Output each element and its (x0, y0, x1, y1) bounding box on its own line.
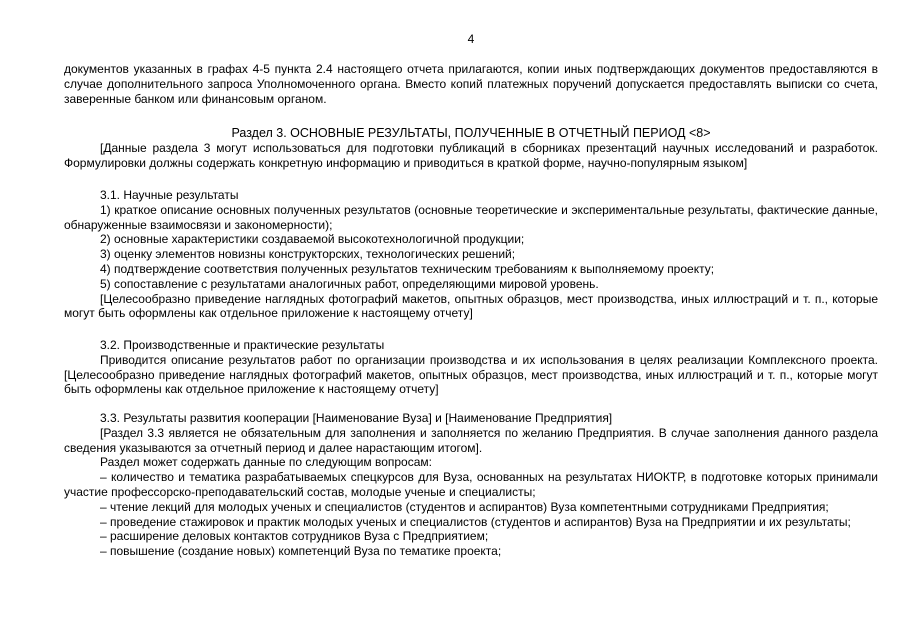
subsection-intro: Раздел может содержать данные по следующим вопросам: (100, 455, 432, 470)
subsection-text: Приводится описание результатов работ по организации производства и их использования в целях реализации Комплексного проекта. [Целесообразно приведение наглядных фотографий макетов, опытных образцов, мест производства, иных иллюстраций и т. п., которые могут быть оформлены как отдельное приложение к настоящему отчету] (64, 352, 878, 397)
subsection-3-1 (64, 188, 878, 321)
subsection-note: [Целесообразно приведение наглядных фотографий макетов, опытных образцов, мест производства, иных иллюстраций и т. п., которые могут быть оформлены как отдельное приложение к настоящему отчету] (64, 291, 878, 321)
subsection-3-3 (64, 411, 878, 559)
subsection-heading: 3.2. Производственные и практические результаты (100, 338, 385, 352)
list-item: – количество и тематика разрабатываемых спецкурсов для Вуза, основанных на результатах НИОКТР, в подготовке которых принимали участие профессорско-преподавательский состав, молодые ученые и специалисты; (64, 470, 878, 499)
list-item: 3) оценку элементов новизны конструкторских, технологических решений; (100, 247, 516, 262)
list-item: 5) сопоставление с результатами аналогичных работ, определяющими мировой уровень. (100, 276, 599, 291)
list-item: 4) подтверждение соответствия полученных результатов техническим требованиям к выполняемому проекту; (100, 261, 715, 276)
list-item: – расширение деловых контактов сотрудников Вуза с Предприятием; (100, 529, 489, 544)
page-number: 4 (467, 32, 475, 46)
section-3 (64, 126, 878, 170)
list-item: – проведение стажировок и практик молодых ученых и специалистов (студентов и аспирантов) Вуза на Предприятии и их результаты; (100, 514, 851, 529)
list-item: 2) основные характеристики создаваемой высокотехнологичной продукции; (100, 232, 525, 247)
subsection-3-2 (64, 338, 878, 397)
subsection-note: [Раздел 3.3 является не обязательным для заполнения и заполняется по желанию Предприятия. В случае заполнения данного раздела сведения указываются за отчетный период и далее нарастающим итогом]. (64, 425, 878, 455)
intro-paragraph: документов указанных в графах 4-5 пункта 2.4 настоящего отчета прилагаются, копии иных подтверждающих документов предоставляются в случае дополнительного запроса Уполномоченного органа. Вместо копий платежных поручений допускается предоставлять выписки со счета, заверенные банком или финансовым органом. (64, 62, 878, 106)
list-item: 1) краткое описание основных полученных результатов (основные теоретические и экспериментальные результаты, фактические данные, обнаруженные взаимосвязи и закономерности); (64, 202, 878, 232)
subsection-heading: 3.3. Результаты развития кооперации [Наименование Вуза] и [Наименование Предприятия] (100, 411, 613, 425)
intro-block (64, 62, 878, 106)
list-item: – чтение лекций для молодых ученых и специалистов (студентов и аспирантов) Вуза компетентными сотрудниками Предприятия; (100, 499, 829, 514)
section-note: [Данные раздела 3 могут использоваться для подготовки публикаций в сборниках презентаций научных исследований и разработок. Формулировки должны содержать конкретную информацию и приводиться в краткой форме, научно-популярным языком] (64, 140, 878, 170)
subsection-heading: 3.1. Научные результаты (100, 188, 239, 202)
list-item: – повышение (создание новых) компетенций Вуза по тематике проекта; (100, 544, 502, 559)
section-title: Раздел 3. ОСНОВНЫЕ РЕЗУЛЬТАТЫ, ПОЛУЧЕННЫЕ В ОТЧЕТНЫЙ ПЕРИОД <8> (231, 126, 711, 140)
